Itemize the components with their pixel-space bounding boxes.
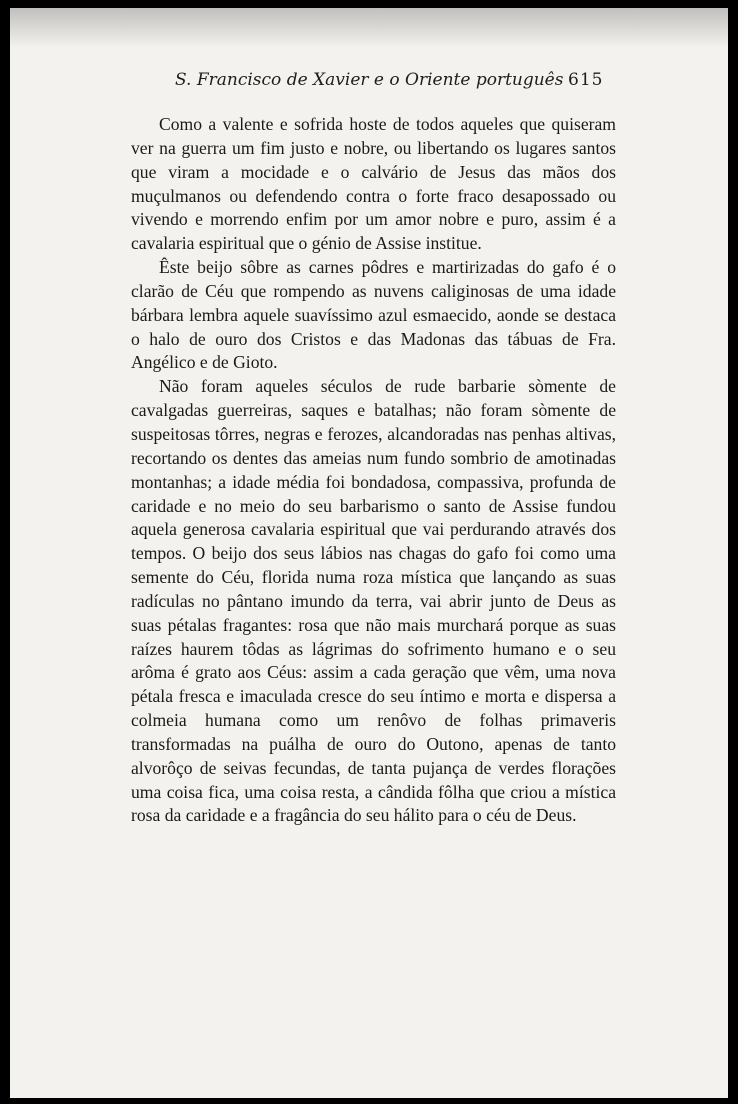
scan-shadow xyxy=(10,8,728,48)
paragraph: Êste beijo sôbre as carnes pôdres e martirizadas do gafo é o clarão de Céu que rompendo as nuvens caliginosas de uma idade bárbara lembra aquele suavíssimo azul esmaecido, aonde se destaca o halo de ouro dos Cristos e das Madonas das tábuas de Fra. Angélico e de Gioto. xyxy=(131,257,616,373)
page-number: 615 xyxy=(568,70,604,90)
body-text xyxy=(131,113,616,828)
paragraph: Não foram aqueles séculos de rude barbarie sòmente de cavalgadas guerreiras, saques e batalhas; não foram sòmente de suspeitosas tôrres, negras e ferozes, alcandoradas nas penhas altivas, recortando os dentes das ameias num fundo sombrio de amotinadas montanhas; a idade média foi bondadosa, compassiva, profunda de caridade e no meio do seu barbarismo o santo de Assise fundou aquela generosa cavalaria espiritual que vai perdurando através dos tempos. O beijo dos seus lábios nas chagas do gafo foi como uma semente do Céu, florida numa roza mística que lançando as suas radículas no pântano imundo da terra, vai abrir junto de Deus as suas pétalas fragantes: rosa que não mais murchará porque as suas raízes haurem tôdas as lágrimas do sofrimento humano e o seu arôma é grato aos Céus: assim a cada geração que vêm, uma nova pétala fresca e imaculada cresce do seu íntimo e morta e dispersa a colmeia humana como um renôvo de folhas primaveris transformadas na puálha de ouro do Outono, apenas de tanto alvorôço de seivas fecundas, de tanta pujança de verdes florações uma coisa fica, uma coisa resta, a cândida fôlha que criou a mística rosa da caridade e a fragância do seu hálito para o céu de Deus. xyxy=(131,376,616,826)
paragraph: Como a valente e sofrida hoste de todos aqueles que quiseram ver na guerra um fim justo e nobre, ou libertando os lugares santos que viram a mocidade e o calvário de Jesus das mãos dos muçulmanos ou defendendo contra o forte fraco desapossado ou vivendo e morrendo enfim por um amor nobre e puro, assim é a cavalaria espiritual que o génio de Assise institue. xyxy=(131,114,616,254)
running-title: S. Francisco de Xavier e o Oriente português xyxy=(175,70,564,90)
book-page xyxy=(10,8,728,1098)
